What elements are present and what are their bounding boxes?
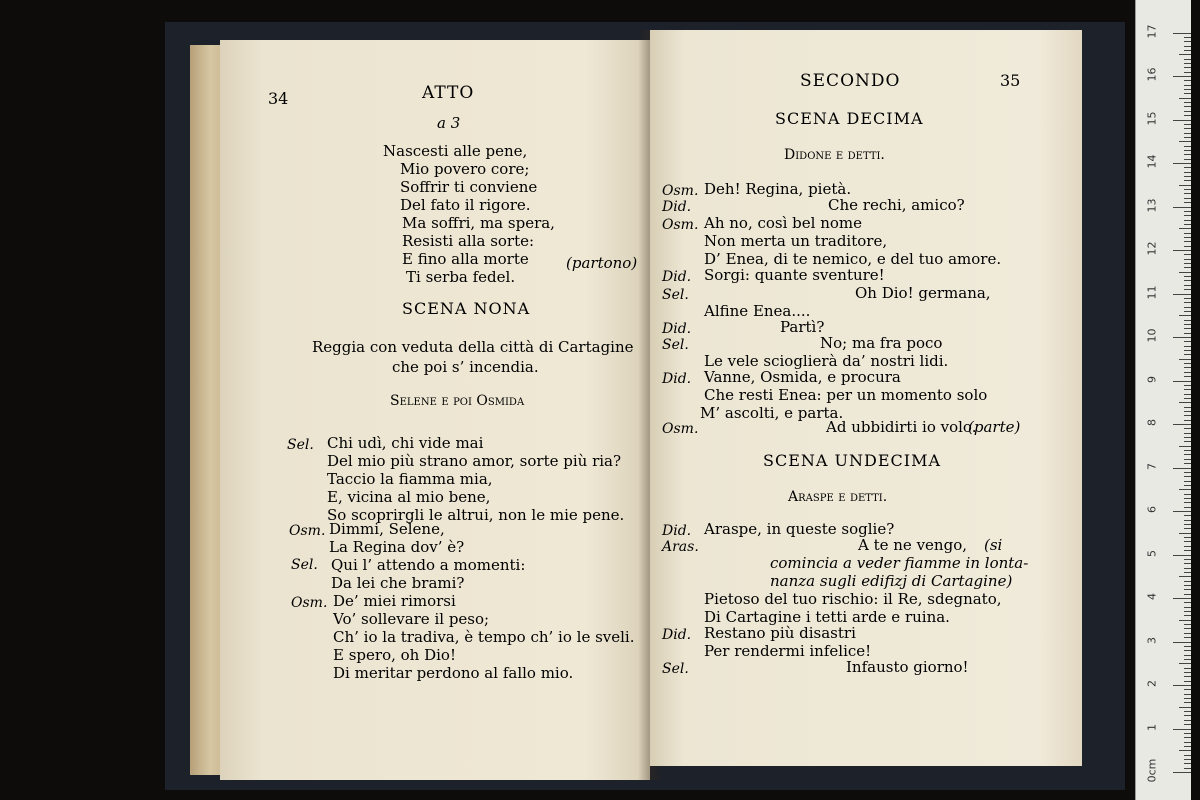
dialogue-line: Per rendermi infelice! xyxy=(704,642,872,660)
ruler-tick xyxy=(1184,106,1191,107)
stage-direction: nanza sugli edifizj di Cartagine) xyxy=(770,572,1013,590)
ruler-tick xyxy=(1184,655,1191,656)
ruler-tick xyxy=(1184,85,1191,86)
scene-title: SCENA UNDECIMA xyxy=(763,451,942,470)
ruler-tick xyxy=(1184,594,1191,595)
ruler-tick xyxy=(1184,659,1191,660)
dialogue-line: La Regina dov’ è? xyxy=(329,538,465,556)
speaker-label: Osm. xyxy=(291,595,328,611)
ruler-tick xyxy=(1184,193,1191,194)
ruler-tick xyxy=(1184,572,1191,573)
ruler-tick xyxy=(1184,59,1191,60)
ruler-tick xyxy=(1184,698,1191,699)
ruler-tick xyxy=(1184,93,1191,94)
ruler-tick xyxy=(1184,537,1191,538)
dialogue-line: Non merta un traditore, xyxy=(704,232,888,250)
ruler-tick xyxy=(1184,624,1191,625)
trio-line: Mio povero core; xyxy=(400,160,530,178)
dialogue-line: Da lei che brami? xyxy=(331,574,465,592)
ruler-tick xyxy=(1184,211,1191,212)
page-number-left: 34 xyxy=(268,89,289,108)
dialogue-line: Che resti Enea: per un momento solo xyxy=(704,386,988,404)
speaker-label: Osm. xyxy=(662,421,699,437)
ruler-tick xyxy=(1184,737,1191,738)
ruler-tick xyxy=(1179,446,1191,447)
ruler-tick xyxy=(1184,472,1191,473)
ruler-tick xyxy=(1173,555,1191,556)
speaker-label: Sel. xyxy=(662,661,689,677)
running-head-left: ATTO xyxy=(422,83,475,103)
ruler-label: 10 xyxy=(1145,328,1159,343)
ruler-tick xyxy=(1184,128,1191,129)
ruler-tick xyxy=(1184,298,1191,299)
ruler-tick xyxy=(1184,507,1191,508)
ruler-tick xyxy=(1179,228,1191,229)
ruler-tick xyxy=(1184,450,1191,451)
ruler-tick xyxy=(1184,376,1191,377)
ruler-tick xyxy=(1184,150,1191,151)
ruler-tick xyxy=(1179,359,1191,360)
ruler-tick xyxy=(1173,642,1191,643)
ruler-tick xyxy=(1184,498,1191,499)
dialogue-line: Pietoso del tuo rischio: il Re, sdegnato, xyxy=(704,590,1002,608)
ruler-tick xyxy=(1184,124,1191,125)
ruler-tick xyxy=(1184,589,1191,590)
ruler-tick xyxy=(1179,663,1191,664)
ruler-label: 2 xyxy=(1145,680,1159,687)
ruler-tick xyxy=(1184,494,1191,495)
ruler-tick xyxy=(1173,76,1191,77)
ruler-tick xyxy=(1184,167,1191,168)
trio-line: Soffrir ti conviene xyxy=(400,178,538,196)
ruler-tick xyxy=(1184,676,1191,677)
ruler-tick xyxy=(1184,394,1191,395)
ruler-tick xyxy=(1184,541,1191,542)
ruler-tick xyxy=(1184,559,1191,560)
dialogue-line: Partì? xyxy=(780,318,825,336)
ruler-tick xyxy=(1173,729,1191,730)
dialogue-line: M’ ascolti, e parta. xyxy=(700,404,844,422)
ruler-tick xyxy=(1184,528,1191,529)
ruler-tick xyxy=(1184,189,1191,190)
ruler-tick xyxy=(1173,468,1191,469)
dialogue-line: Ch’ io la tradiva, è tempo ch’ io le sveli. xyxy=(333,628,635,646)
speaker-label: Sel. xyxy=(287,437,314,453)
ruler-tick xyxy=(1184,289,1191,290)
ruler-tick xyxy=(1184,550,1191,551)
ruler-tick xyxy=(1184,733,1191,734)
ruler-tick xyxy=(1184,611,1191,612)
speaker-label: Sel. xyxy=(662,337,689,353)
ruler-tick xyxy=(1184,133,1191,134)
ruler-tick xyxy=(1184,502,1191,503)
ruler-tick xyxy=(1173,381,1191,382)
ruler-label: 17 xyxy=(1145,24,1159,38)
ruler-label: 5 xyxy=(1145,549,1159,557)
speaker-label: Did. xyxy=(662,199,692,215)
ruler-tick xyxy=(1184,102,1191,103)
speaker-label: Did. xyxy=(662,321,692,337)
ruler-tick xyxy=(1184,581,1191,582)
ruler-tick xyxy=(1184,241,1191,242)
ruler-tick xyxy=(1184,146,1191,147)
ruler-tick xyxy=(1184,672,1191,673)
ruler-label: 7 xyxy=(1145,462,1159,470)
ruler-tick xyxy=(1184,324,1191,325)
dialogue-line: E spero, oh Dio! xyxy=(333,646,456,664)
ruler-tick xyxy=(1184,363,1191,364)
stage-direction: (partono) xyxy=(566,254,638,272)
ruler-tick xyxy=(1173,250,1191,251)
ruler-tick xyxy=(1179,141,1191,142)
ruler-tick xyxy=(1184,267,1191,268)
trio-line: Ma soffri, ma spera, xyxy=(402,214,555,232)
ruler-tick xyxy=(1184,367,1191,368)
ruler-label: 16 xyxy=(1145,67,1159,82)
dialogue-line: No; ma fra poco xyxy=(820,334,943,352)
dialogue-line: De’ miei rimorsi xyxy=(333,592,456,610)
ruler-tick xyxy=(1184,111,1191,112)
speaker-label: Aras. xyxy=(662,539,699,555)
dialogue-line: Di Cartagine i tetti arde e ruina. xyxy=(704,608,950,626)
ruler-tick xyxy=(1184,354,1191,355)
ruler-tick xyxy=(1179,98,1191,99)
ruler-tick xyxy=(1179,185,1191,186)
dialogue-line: Sorgi: quante sventure! xyxy=(704,266,885,284)
trio-line: Ti serba fedel. xyxy=(406,268,516,286)
ruler-tick xyxy=(1184,568,1191,569)
ruler-tick xyxy=(1173,598,1191,599)
ruler-tick xyxy=(1184,585,1191,586)
ruler-tick xyxy=(1184,180,1191,181)
ruler-tick xyxy=(1184,233,1191,234)
ruler-tick xyxy=(1184,646,1191,647)
dialogue-line: Ah no, così bel nome xyxy=(704,214,863,232)
dialogue-line: Del mio più strano amor, sorte più ria? xyxy=(327,452,622,470)
ruler-tick xyxy=(1173,294,1191,295)
scene-title: SCENA NONA xyxy=(402,299,531,318)
ruler-tick xyxy=(1184,607,1191,608)
ruler-label: 8 xyxy=(1145,419,1159,426)
ruler-tick xyxy=(1184,67,1191,68)
ruler-tick xyxy=(1184,246,1191,247)
ruler-tick xyxy=(1184,755,1191,756)
ruler-tick xyxy=(1184,280,1191,281)
dialogue-line: Restano più disastri xyxy=(704,624,856,642)
ruler-tick xyxy=(1179,533,1191,534)
scene-characters: Araspe e detti. xyxy=(788,489,888,505)
ruler-tick xyxy=(1184,742,1191,743)
ruler-tick xyxy=(1184,276,1191,277)
dialogue-line: D’ Enea, di te nemico, e del tuo amore. xyxy=(704,250,1002,268)
dialogue-line: Araspe, in queste soglie? xyxy=(704,520,895,538)
scene-characters: Didone e detti. xyxy=(784,147,885,163)
ruler-tick xyxy=(1184,437,1191,438)
trio-line: Resisti alla sorte: xyxy=(402,232,535,250)
ruler-tick xyxy=(1184,411,1191,412)
dialogue-line: Vanne, Osmida, e procura xyxy=(704,368,901,386)
speaker-label: Sel. xyxy=(291,557,318,573)
ruler-tick xyxy=(1184,41,1191,42)
ruler-tick xyxy=(1184,637,1191,638)
ruler-tick xyxy=(1184,385,1191,386)
ruler-tick xyxy=(1184,115,1191,116)
ruler-tick xyxy=(1184,137,1191,138)
ruler-tick xyxy=(1184,320,1191,321)
ruler-tick xyxy=(1184,346,1191,347)
ruler-tick xyxy=(1184,50,1191,51)
ruler-tick xyxy=(1184,715,1191,716)
ruler-tick xyxy=(1184,668,1191,669)
ruler-tick xyxy=(1184,454,1191,455)
dialogue-line: E, vicina al mio bene, xyxy=(327,488,491,506)
ruler-label: 15 xyxy=(1145,111,1159,125)
dialogue-line: Chi udì, chi vide mai xyxy=(327,434,484,452)
ruler-tick xyxy=(1184,215,1191,216)
ruler-tick xyxy=(1184,615,1191,616)
dialogue-line: Di meritar perdono al fallo mio. xyxy=(333,664,574,682)
scene-setting: Reggia con veduta della città di Cartagine xyxy=(312,338,634,356)
dialogue-line: Vo’ sollevare il peso; xyxy=(333,610,490,628)
ruler-tick xyxy=(1184,80,1191,81)
ruler-tick xyxy=(1184,220,1191,221)
scene-title: SCENA DECIMA xyxy=(775,109,924,128)
dialogue-line: Le vele scioglierà da’ nostri lidi. xyxy=(704,352,949,370)
dialogue-line: A te ne vengo, xyxy=(858,536,967,554)
ruler-tick xyxy=(1184,520,1191,521)
ruler-tick xyxy=(1184,463,1191,464)
ruler-tick xyxy=(1184,768,1191,769)
trio-label: a 3 xyxy=(437,114,461,132)
ruler-tick xyxy=(1184,254,1191,255)
speaker-label: Osm. xyxy=(662,217,699,233)
ruler-tick xyxy=(1184,259,1191,260)
ruler-tick xyxy=(1173,337,1191,338)
ruler-tick xyxy=(1184,415,1191,416)
speaker-label: Did. xyxy=(662,269,692,285)
ruler-tick xyxy=(1184,563,1191,564)
ruler-tick xyxy=(1184,481,1191,482)
ruler-tick xyxy=(1184,441,1191,442)
ruler-label: 0cm xyxy=(1145,758,1159,783)
trio-line: E fino alla morte xyxy=(402,250,529,268)
ruler-tick xyxy=(1184,524,1191,525)
ruler-tick xyxy=(1173,163,1191,164)
dialogue-line: Taccio la fiamma mia, xyxy=(327,470,493,488)
speaker-label: Did. xyxy=(662,627,692,643)
page-number-right: 35 xyxy=(1000,71,1021,90)
speaker-label: Did. xyxy=(662,371,692,387)
ruler-tick xyxy=(1184,37,1191,38)
ruler-label: 6 xyxy=(1145,506,1159,513)
ruler-tick xyxy=(1184,433,1191,434)
measuring-ruler xyxy=(1135,0,1191,800)
stage-direction: comincia a veder fiamme in lonta- xyxy=(770,554,1029,572)
speaker-label: Sel. xyxy=(662,287,689,303)
dialogue-line: Alfine Enea.... xyxy=(704,302,811,320)
ruler-tick xyxy=(1184,398,1191,399)
ruler-tick xyxy=(1184,763,1191,764)
ruler-tick xyxy=(1173,511,1191,512)
ruler-tick xyxy=(1179,489,1191,490)
dialogue-line: Che rechi, amico? xyxy=(828,196,965,214)
dialogue-line: Ad ubbidirti io volo. xyxy=(826,418,977,436)
ruler-tick xyxy=(1173,33,1191,34)
scene-characters: Selene e poi Osmida xyxy=(390,393,525,409)
running-head-right: SECONDO xyxy=(800,71,901,91)
ruler-tick xyxy=(1173,685,1191,686)
ruler-tick xyxy=(1184,263,1191,264)
speaker-label: Osm. xyxy=(662,183,699,199)
ruler-label: 13 xyxy=(1145,198,1159,212)
ruler-tick xyxy=(1179,402,1191,403)
speaker-label: Osm. xyxy=(289,523,326,539)
ruler-tick xyxy=(1184,328,1191,329)
dialogue-line: So scoprirgli le altrui, non le mie pene. xyxy=(327,506,625,524)
ruler-label: 14 xyxy=(1145,154,1159,169)
ruler-tick xyxy=(1184,476,1191,477)
dialogue-line: Dimmi, Selene, xyxy=(329,520,445,538)
ruler-tick xyxy=(1184,285,1191,286)
dialogue-line: Deh! Regina, pietà. xyxy=(704,180,852,198)
ruler-tick xyxy=(1179,707,1191,708)
dialogue-line: Qui l’ attendo a momenti: xyxy=(331,556,526,574)
ruler-tick xyxy=(1184,311,1191,312)
ruler-label: 9 xyxy=(1145,375,1159,383)
ruler-tick xyxy=(1173,120,1191,121)
ruler-tick xyxy=(1184,176,1191,177)
ruler-tick xyxy=(1184,602,1191,603)
ruler-tick xyxy=(1184,372,1191,373)
ruler-tick xyxy=(1184,650,1191,651)
ruler-label: 4 xyxy=(1145,593,1159,600)
scene-setting: che poi s’ incendia. xyxy=(392,358,539,376)
ruler-tick xyxy=(1184,428,1191,429)
ruler-tick xyxy=(1184,198,1191,199)
ruler-tick xyxy=(1179,620,1191,621)
ruler-tick xyxy=(1184,172,1191,173)
ruler-label: 1 xyxy=(1145,723,1159,731)
dialogue-line: Infausto giorno! xyxy=(846,658,969,676)
ruler-tick xyxy=(1184,515,1191,516)
ruler-tick xyxy=(1179,750,1191,751)
ruler-tick xyxy=(1173,772,1191,773)
ruler-tick xyxy=(1184,389,1191,390)
speaker-label: Did. xyxy=(662,523,692,539)
ruler-tick xyxy=(1184,694,1191,695)
ruler-tick xyxy=(1184,485,1191,486)
ruler-tick xyxy=(1184,89,1191,90)
ruler-tick xyxy=(1184,759,1191,760)
ruler-tick xyxy=(1184,711,1191,712)
ruler-label: 3 xyxy=(1145,636,1159,644)
stage-direction: (si xyxy=(984,536,1003,554)
ruler-label: 11 xyxy=(1145,285,1159,299)
ruler-tick xyxy=(1184,333,1191,334)
ruler-tick xyxy=(1184,720,1191,721)
ruler-tick xyxy=(1184,202,1191,203)
ruler-tick xyxy=(1179,272,1191,273)
ruler-tick xyxy=(1184,72,1191,73)
ruler-tick xyxy=(1184,689,1191,690)
ruler-tick xyxy=(1184,420,1191,421)
ruler-tick xyxy=(1184,702,1191,703)
ruler-tick xyxy=(1184,63,1191,64)
ruler-tick xyxy=(1184,407,1191,408)
ruler-tick xyxy=(1184,350,1191,351)
ruler-tick xyxy=(1179,54,1191,55)
ruler-tick xyxy=(1184,46,1191,47)
ruler-tick xyxy=(1184,159,1191,160)
ruler-tick xyxy=(1179,576,1191,577)
ruler-tick xyxy=(1173,424,1191,425)
ruler-tick xyxy=(1184,746,1191,747)
ruler-label: 12 xyxy=(1145,241,1159,256)
ruler-tick xyxy=(1184,302,1191,303)
ruler-tick xyxy=(1184,546,1191,547)
ruler-tick xyxy=(1184,633,1191,634)
ruler-tick xyxy=(1184,307,1191,308)
ruler-tick xyxy=(1184,459,1191,460)
ruler-tick xyxy=(1184,628,1191,629)
trio-line: Nascesti alle pene, xyxy=(383,142,528,160)
trio-line: Del fato il rigore. xyxy=(400,196,531,214)
ruler-tick xyxy=(1184,237,1191,238)
dialogue-line: Oh Dio! germana, xyxy=(855,284,991,302)
ruler-tick xyxy=(1184,224,1191,225)
stage-direction: (parte) xyxy=(968,418,1021,436)
ruler-tick xyxy=(1184,341,1191,342)
ruler-tick xyxy=(1184,724,1191,725)
ruler-tick xyxy=(1179,315,1191,316)
ruler-tick xyxy=(1184,681,1191,682)
ruler-tick xyxy=(1184,154,1191,155)
ruler-tick xyxy=(1173,207,1191,208)
